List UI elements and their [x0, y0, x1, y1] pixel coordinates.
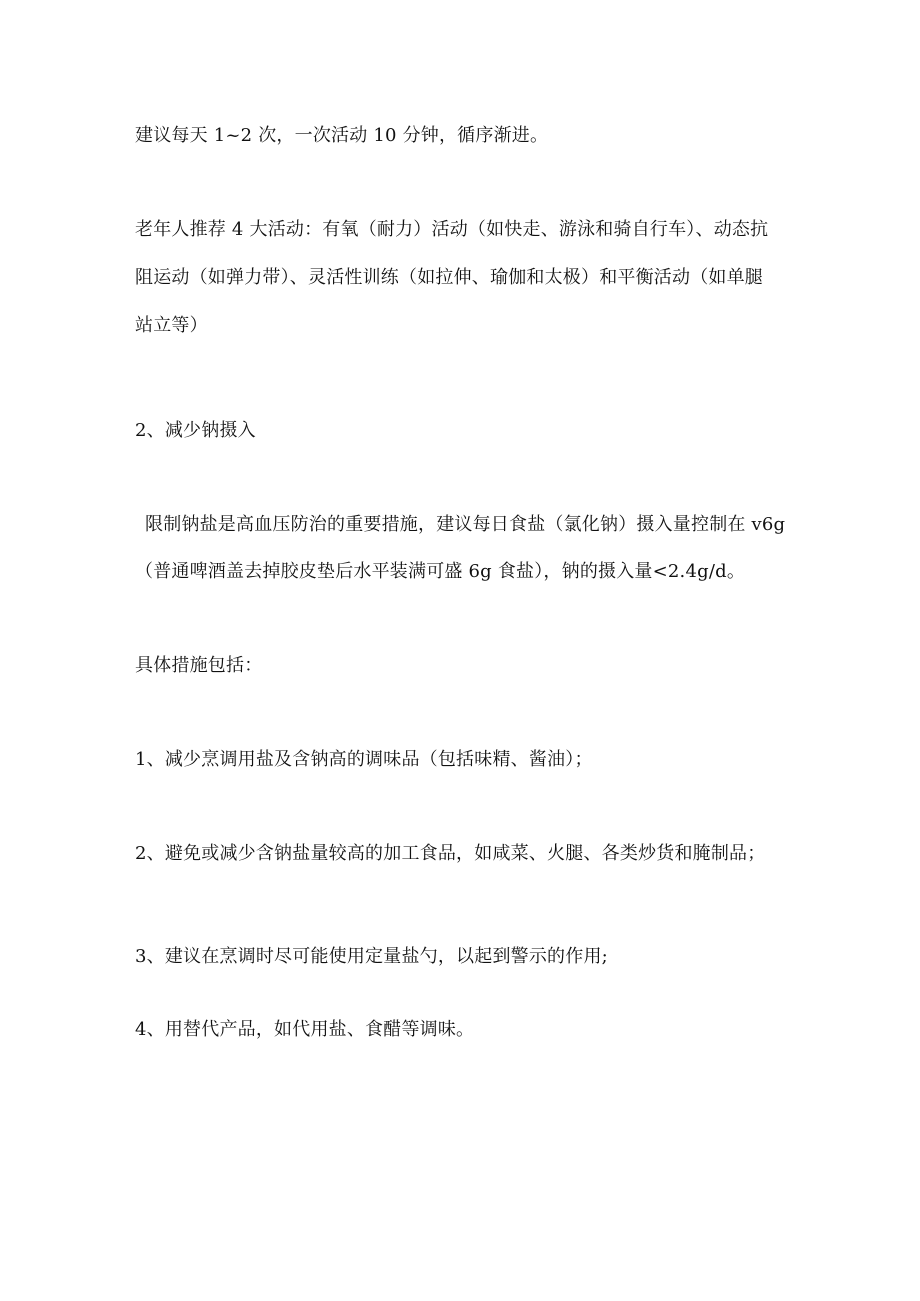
activity-frequency-text: 建议每天 1~2 次，一次活动 10 分钟，循序渐进。 [135, 125, 549, 146]
sodium-limit-line-2: （普通啤酒盖去掉胶皮垫后水平装满可盛 6g 食盐），钠的摄入量<2.4g/d。 [135, 561, 746, 582]
measure-item-3: 3、建议在烹调时尽可能使用定量盐勺，以起到警示的作用; [135, 946, 608, 967]
measures-intro: 具体措施包括： [135, 655, 263, 676]
activity-recommend-line-2: 阻运动（如弹力带）、灵活性训练（如拉伸、瑜伽和太极）和平衡活动（如单腿 [135, 267, 763, 288]
measure-item-1: 1、减少烹调用盐及含钠高的调味品（包括味精、酱油）； [135, 749, 593, 770]
measure-item-2: 2、避免或减少含钠盐量较高的加工食品，如咸菜、火腿、各类炒货和腌制品； [135, 843, 766, 864]
sodium-limit-line-1: 限制钠盐是高血压防治的重要措施，建议每日食盐（氯化钠）摄入量控制在 v6g [145, 514, 786, 535]
section-heading-reduce-sodium: 2、减少钠摄入 [135, 420, 256, 441]
activity-recommend-line-1: 老年人推荐 4 大活动：有氧（耐力）活动（如快走、游泳和骑自行车）、动态抗 [135, 219, 769, 240]
measure-item-4: 4、用替代产品，如代用盐、食醋等调味。 [135, 1019, 475, 1040]
activity-recommend-line-3: 站立等） [135, 315, 208, 336]
